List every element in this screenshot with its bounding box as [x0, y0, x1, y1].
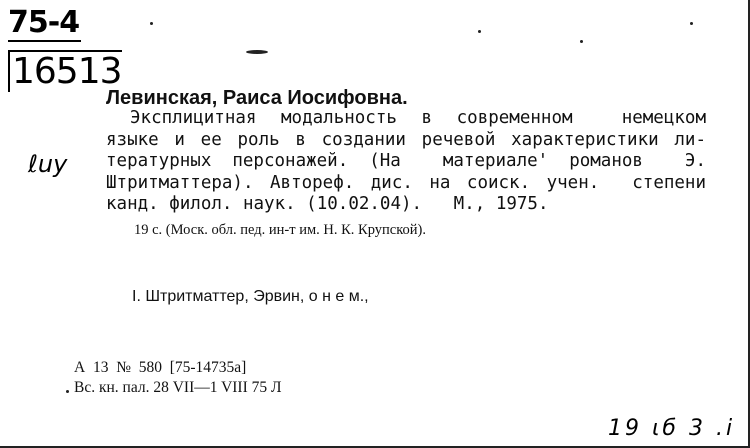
description-line: канд. филол. наук. (10.02.04). М., 1975.	[106, 194, 549, 215]
description-line: тературных персонажей. (На материале' романов Э.	[106, 151, 706, 172]
scan-speck	[66, 390, 69, 393]
scan-speck	[150, 22, 153, 25]
description-line: языке и ее роль в создании речевой характеристики ли-	[106, 129, 706, 150]
scan-speck	[690, 22, 693, 25]
catalog-number-line: А 13 № 580 [75-14735а]	[74, 359, 247, 376]
scan-speck	[246, 50, 268, 54]
author-heading: Левинская, Раиса Иосифовна.	[106, 87, 408, 109]
accession-number: 16513	[8, 50, 122, 92]
handwritten-side-note: ℓuy	[28, 150, 68, 178]
pagination-note: 19 с. (Моск. обл. пед. ин-т им. Н. К. Крупской).	[134, 222, 426, 238]
catalog-info	[74, 358, 282, 398]
description-line: Эксплицитная модальность в современном немецком	[130, 108, 706, 128]
shelf-mark: 75-4	[8, 5, 80, 40]
registration-line: Вс. кн. пал. 28 VII—1 VIII 75 Л	[74, 379, 282, 396]
handwritten-bottom-note: 19 ιб 3 .і	[608, 416, 736, 441]
subject-heading: I. Штритматтер, Эрвин, о н е м.,	[132, 288, 369, 305]
description-line: Штритматтера). Автореф. дис. на соиск. учен. степени	[106, 172, 706, 193]
scan-speck	[478, 30, 481, 33]
title-description	[106, 108, 706, 216]
scan-speck	[580, 40, 583, 43]
